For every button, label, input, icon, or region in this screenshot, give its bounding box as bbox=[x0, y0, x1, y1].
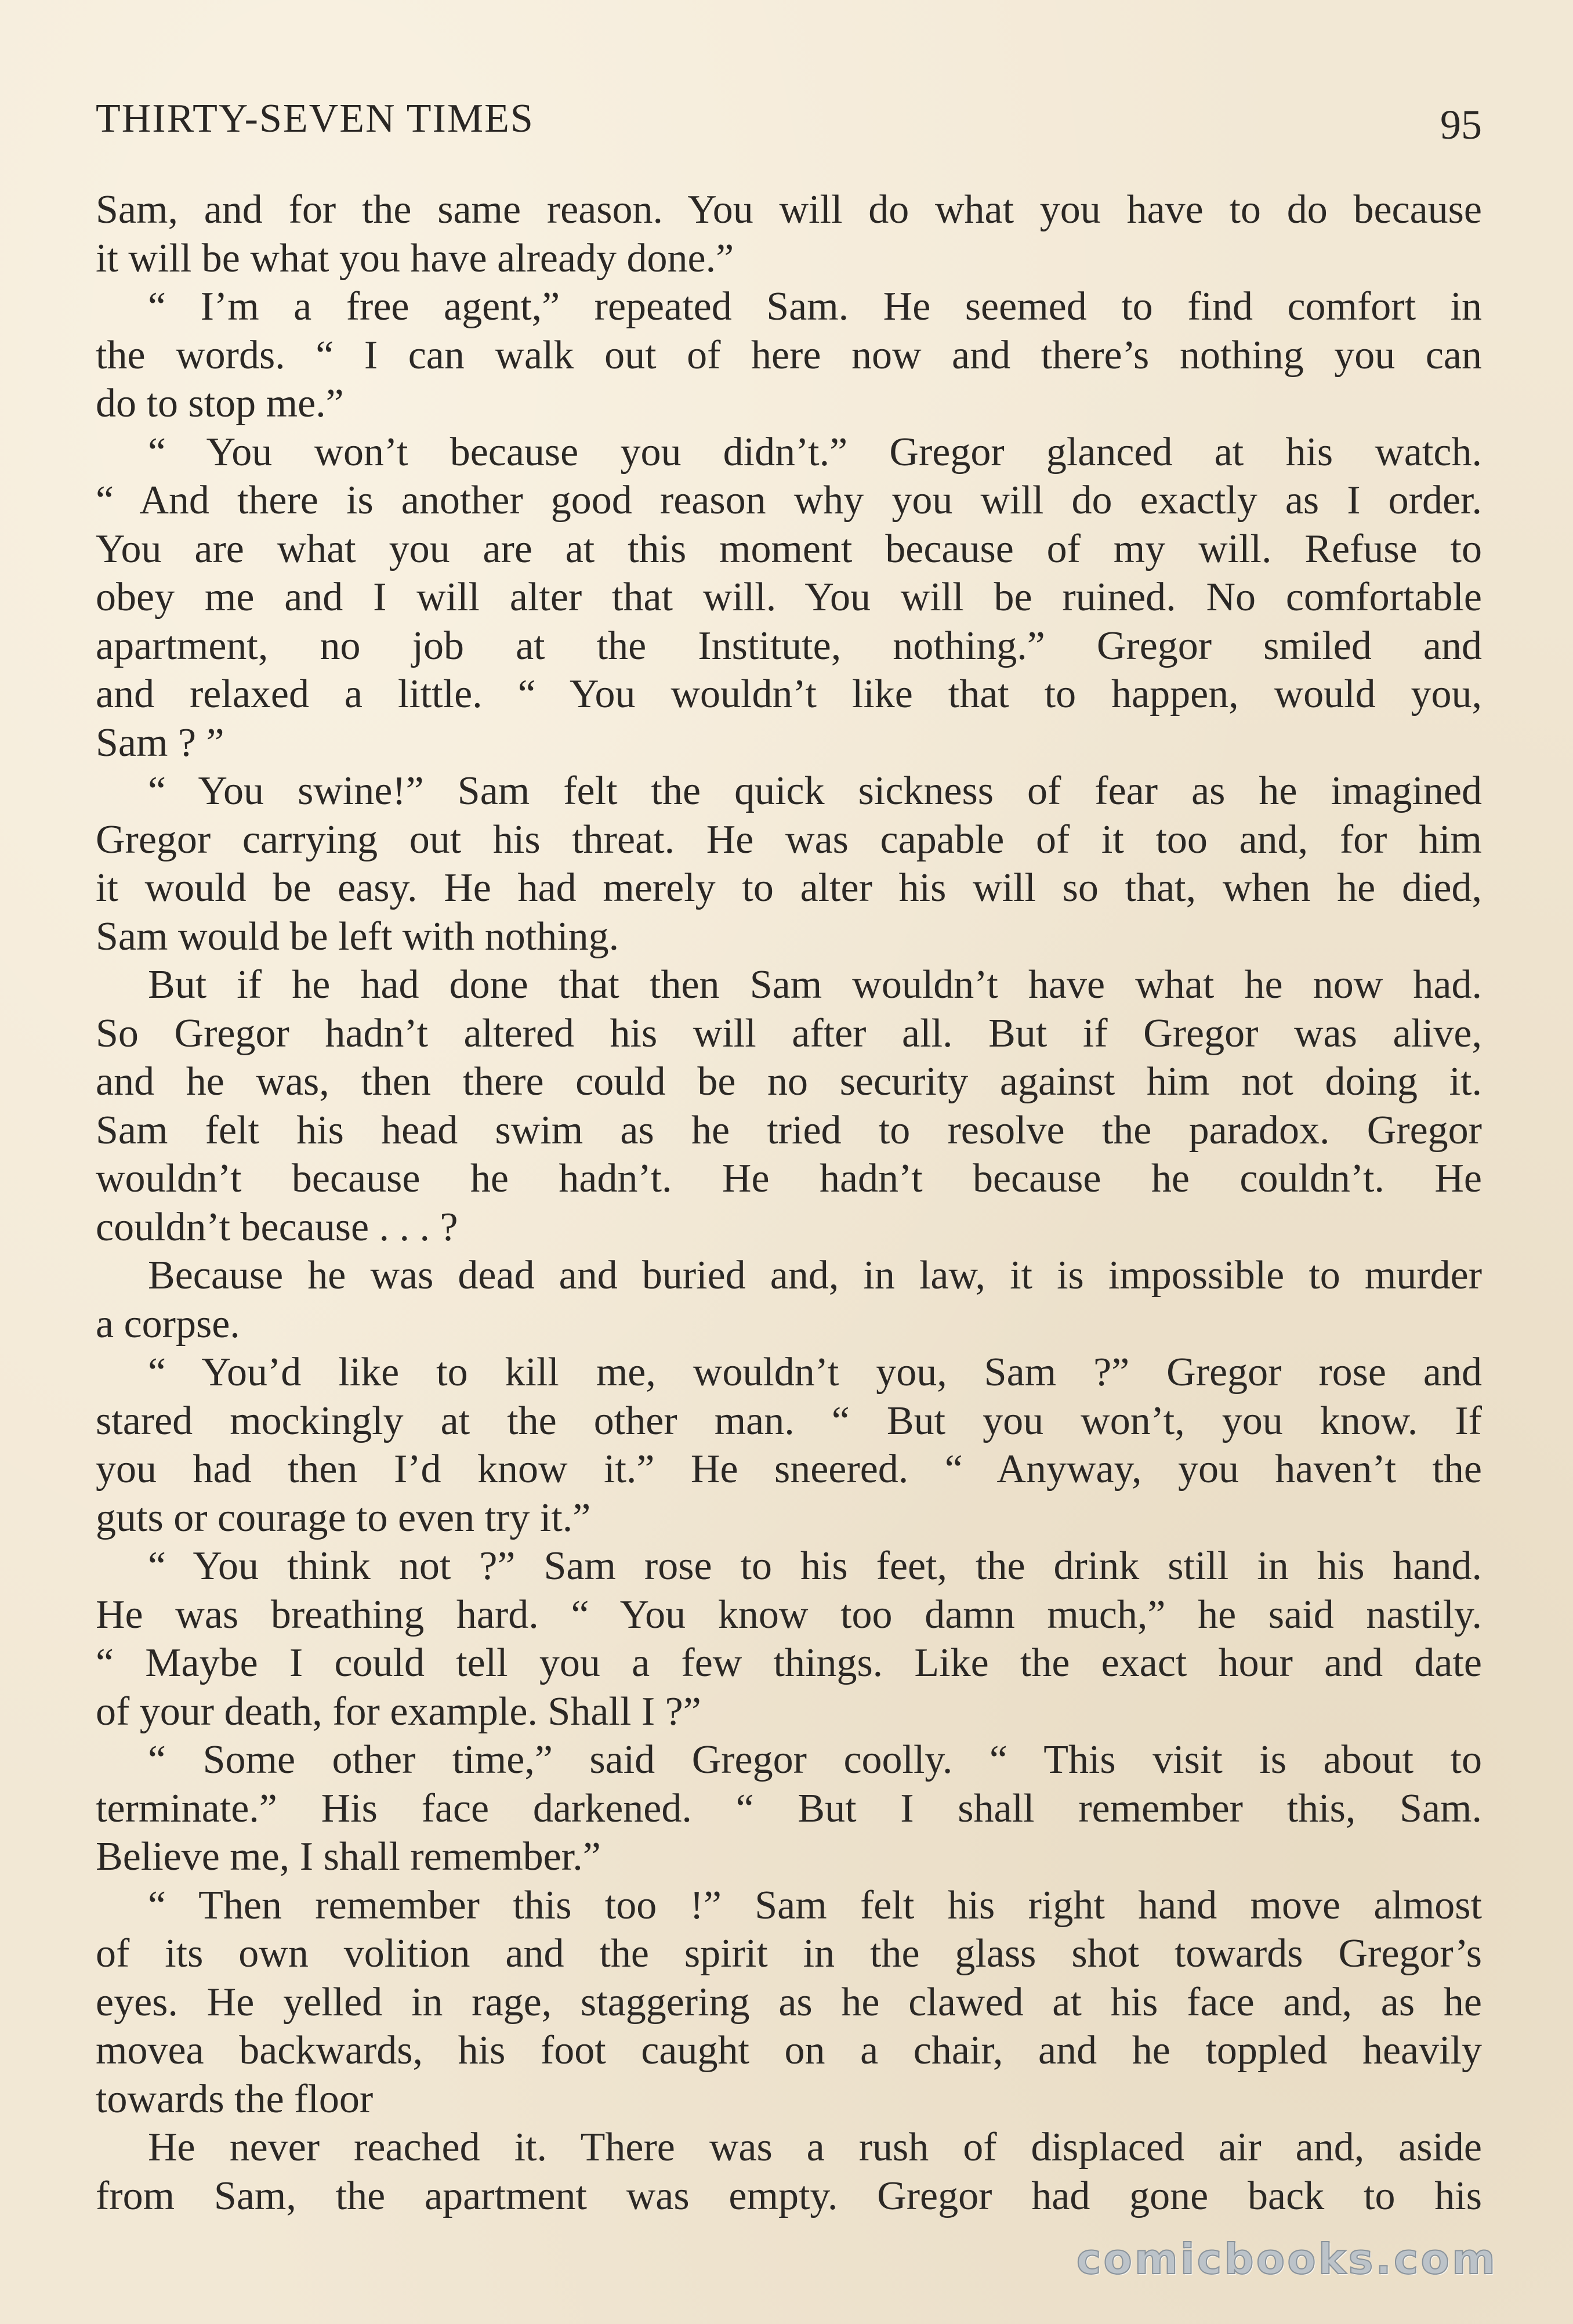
text-line: obey me and I will alter that will. You will be ruined. No comfortable bbox=[96, 575, 1482, 620]
text-line: Believe me, I shall remember.” bbox=[96, 1834, 601, 1879]
text-line: couldn’t because . . . ? bbox=[96, 1204, 458, 1250]
text-line: So Gregor hadn’t altered his will after all. But if Gregor was alive, bbox=[96, 1011, 1482, 1056]
watermark: comicbooks.com bbox=[1076, 2235, 1498, 2283]
text-line: guts or courage to even try it.” bbox=[96, 1495, 591, 1540]
text-line: it will be what you have already done.” bbox=[96, 236, 734, 281]
text-line: “ And there is another good reason why you will do exactly as I order. bbox=[96, 478, 1482, 523]
text-line: terminate.” His face darkened. “ But I shall remember this, Sam. bbox=[96, 1786, 1482, 1831]
text-line: “ Maybe I could tell you a few things. Like the exact hour and date bbox=[96, 1641, 1482, 1685]
page-number: 95 bbox=[1440, 102, 1482, 148]
text-line: “ You think not ?” Sam rose to his feet, the drink still in his hand. bbox=[148, 1544, 1482, 1588]
text-line: from Sam, the apartment was empty. Gregor had gone back to his bbox=[96, 2173, 1482, 2218]
text-line: movea backwards, his foot caught on a chair, and he toppled heavily bbox=[96, 2028, 1482, 2073]
text-line: “ You swine!” Sam felt the quick sickness of fear as he imagined bbox=[148, 769, 1482, 813]
text-line: towards the floor bbox=[96, 2076, 374, 2122]
text-line: of your death, for example. Shall I ?” bbox=[96, 1689, 701, 1734]
text-line: “ You’d like to kill me, wouldn’t you, Sam ?” Gregor rose and bbox=[148, 1350, 1482, 1395]
text-line: “ I’m a free agent,” repeated Sam. He seemed to find comfort in bbox=[148, 284, 1482, 329]
text-line: You are what you are at this moment because of my will. Refuse to bbox=[96, 526, 1482, 571]
text-line: Sam ? ” bbox=[96, 720, 224, 765]
text-line: and relaxed a little. “ You wouldn’t like that to happen, would you, bbox=[96, 672, 1482, 716]
text-line: a corpse. bbox=[96, 1301, 240, 1346]
text-line: “ You won’t because you didn’t.” Gregor glanced at his watch. bbox=[148, 429, 1482, 475]
text-line: Sam would be left with nothing. bbox=[96, 914, 619, 959]
text-line: Sam felt his head swim as he tried to resolve the paradox. Gregor bbox=[96, 1107, 1482, 1153]
text-line: Because he was dead and buried and, in law, it is impossible to murder bbox=[148, 1253, 1482, 1298]
text-line: stared mockingly at the other man. “ But you won’t, you know. If bbox=[96, 1398, 1482, 1443]
body-text bbox=[96, 186, 1482, 2220]
text-line: eyes. He yelled in rage, staggering as he clawed at his face and, as he bbox=[96, 1979, 1482, 2025]
running-title: THIRTY-SEVEN TIMES bbox=[96, 96, 534, 141]
text-line: But if he had done that then Sam wouldn’t have what he now had. bbox=[148, 962, 1482, 1007]
text-line: He was breathing hard. “ You know too damn much,” he said nastily. bbox=[96, 1592, 1482, 1637]
text-line: and he was, then there could be no security against him not doing it. bbox=[96, 1059, 1482, 1104]
text-line: you had then I’d know it.” He sneered. “ Anyway, you haven’t the bbox=[96, 1447, 1482, 1492]
page-header bbox=[96, 87, 1482, 151]
text-line: it would be easy. He had merely to alter his will so that, when he died, bbox=[96, 866, 1482, 910]
text-line: wouldn’t because he hadn’t. He hadn’t because he couldn’t. He bbox=[96, 1156, 1482, 1201]
text-line: “ Some other time,” said Gregor coolly. “ This visit is about to bbox=[148, 1737, 1482, 1782]
text-line: do to stop me.” bbox=[96, 381, 344, 426]
text-line: Gregor carrying out his threat. He was capable of it too and, for him bbox=[96, 817, 1482, 862]
text-line: He never reached it. There was a rush of displaced air and, aside bbox=[148, 2125, 1482, 2170]
text-line: apartment, no job at the Institute, nothing.” Gregor smiled and bbox=[96, 623, 1482, 668]
text-line: “ Then remember this too !” Sam felt his right hand move almost bbox=[148, 1883, 1482, 1928]
text-line: of its own volition and the spirit in the glass shot towards Gregor’s bbox=[96, 1931, 1482, 1976]
text-line: Sam, and for the same reason. You will do what you have to do because bbox=[96, 187, 1482, 232]
text-line: the words. “ I can walk out of here now and there’s nothing you can bbox=[96, 332, 1482, 378]
